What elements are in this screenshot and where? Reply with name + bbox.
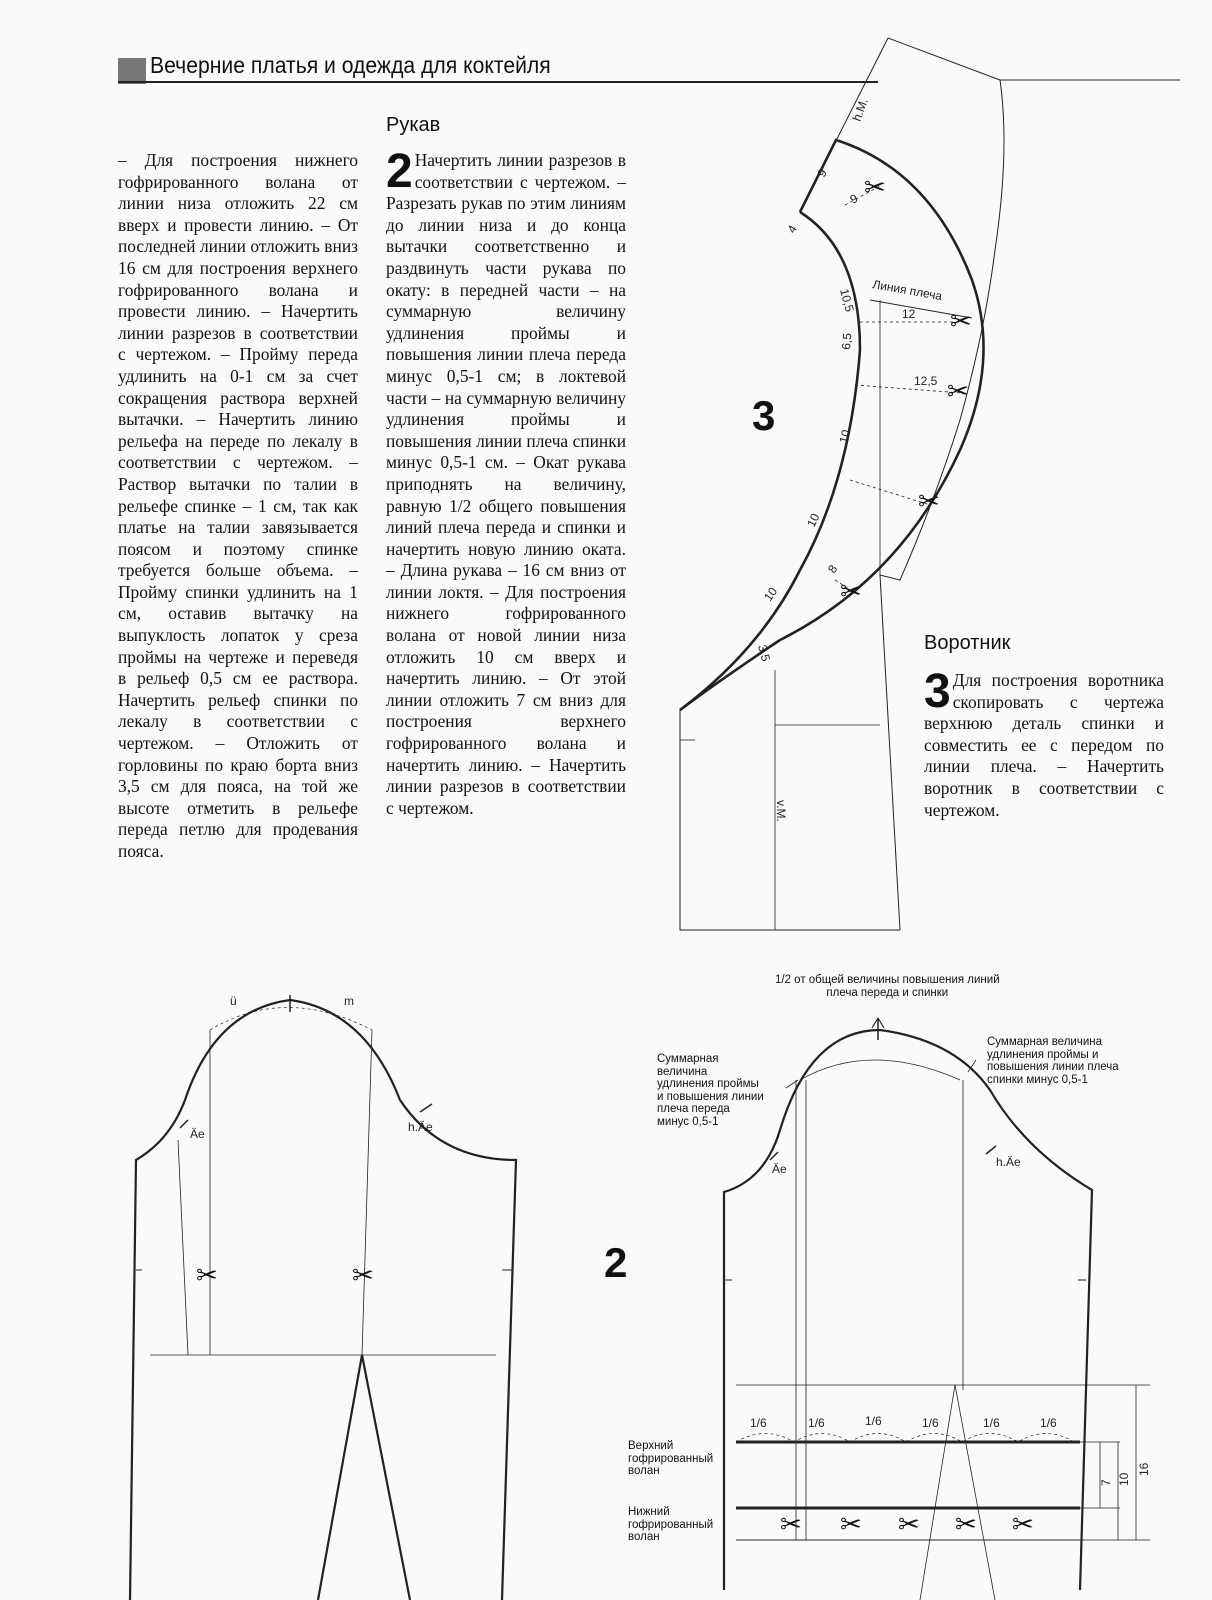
fig2-note-raise-head: 1/2 от общей величины повышения линий плеча переда и спинки	[775, 974, 1000, 999]
sleeve-section-title: Рукав	[386, 114, 441, 136]
scissors-icon: ✂	[947, 376, 969, 406]
scissors-icon: ✂	[898, 1509, 920, 1539]
figure-2-left-sleeve-drawing	[130, 995, 516, 1600]
scissors-icon: ✂	[1012, 1509, 1034, 1539]
fig3-label-9a: 9	[814, 166, 830, 180]
fig3-label-4: 4	[784, 222, 800, 236]
scissors-icon: ✂	[196, 1260, 218, 1290]
bodice-hem-lines	[680, 710, 900, 930]
fig3-label-10a: 10	[836, 428, 854, 445]
fig3-label-12: 12	[902, 307, 916, 321]
fig2-sixth-6: 1/6	[1040, 1416, 1057, 1430]
fig2-sixth-1: 1/6	[750, 1416, 767, 1430]
sleeve-outline-left	[130, 1000, 516, 1600]
sleeve-section-text: Начертить линии разрезов в соответствии с чертежом. – Разрезать рукав по этим линиям до линии низа и до конца вытачки соответственно и раздвинуть части рукава по окату: в передней части – на суммарную величину удлинения проймы и повышения линии плеча переда минус 0,5-1 см; в локтевой части – на суммарную величину удлинения проймы и повышения линии плеча спинки минус 0,5-1 см. – Окат рукава приподнять на величину, равную 1/2 общего повышения линий плеча переда и спинки и начертить новую линию оката. – Длина рукава – 16 см вниз от линии локтя. – Для построения нижнего гофрированного волана от новой линии низа отложить 10 см вверх и начертить линию. – От этой линии отложить 7 см вниз для построения верхнего гофрированного волана и начертить линию. – Начертить линии разрезов в соответствии с чертежом.	[386, 150, 626, 818]
sleeve-outline-right	[724, 1030, 1092, 1590]
scissors-icon: ✂	[840, 1509, 862, 1539]
fig2-dim-10: 10	[1117, 1472, 1131, 1486]
fig2-sixth-3: 1/6	[865, 1414, 882, 1428]
fig3-label-10c: 10	[760, 584, 781, 604]
fig3-label-vm: v.M.	[774, 800, 788, 822]
fig2-left-label-ae: Äe	[190, 1127, 205, 1141]
scissors-icon: ✂	[840, 576, 862, 606]
fig2-left-label-hae: h.Äe	[408, 1120, 433, 1134]
fig2-dim-16: 16	[1137, 1462, 1151, 1476]
fig3-label-10b: 10	[804, 511, 823, 530]
figure-3-labels	[755, 96, 944, 821]
scissors-icon: ✂	[950, 306, 972, 336]
figure-2-left-labels	[190, 994, 433, 1141]
fig2-sixth-4: 1/6	[922, 1416, 939, 1430]
fig2-left-label-m: m	[344, 994, 354, 1008]
left-column-text: – Для построения нижнего гофрированного волана от линии низа отложить 22 см вверх и провести линию. – От последней линии отложить вниз 16 см для построения верхнего гофрированного волана и провести линию. – Начертить линии разрезов в соответствии с чертежом. – Пройму переда удлинить на 0-1 см за счет сокращения раствора верхней вытачки. – Начертить линию рельефа на переде по лекалу в соответствии с чертежом. – Раствор вытачки по талии в рельефе спинке – 1 см, так как платье на талии завязывается поясом и поэтому спинке требуется больше объема. – Пройму спинки удлинить на 1 см, оставив вытачку на выпуклость лопаток у среза проймы на чертеже и переведя в рельеф 0,5 см ее раствора. Начертить рельеф спинки по лекалу в соответствии с чертежом. – Отложить от горловины по краю борта вниз 3,5 см для пояса, на той же высоте отметить в рельефе переда петлю для продевания пояса.	[118, 150, 358, 861]
figure-2-number: 2	[604, 1239, 628, 1286]
fig3-label-9b: 9	[847, 191, 861, 207]
fig2-note-back: Суммарная величина удлинения проймы и повышения линии плеча спинки минус 0,5-1	[987, 1036, 1119, 1086]
collar-section-title: Воротник	[924, 632, 1011, 654]
fig3-label-6-5: 6,5	[839, 332, 855, 351]
sleeve-dropcap: 2	[386, 145, 413, 198]
scissors-icon: ✂	[918, 486, 940, 516]
collar-dropcap: 3	[924, 665, 951, 718]
fig3-label-10-5: 10,5	[837, 287, 857, 314]
fig2-sixth-5: 1/6	[983, 1416, 1000, 1430]
collar-outer-edge	[680, 140, 984, 718]
fig2-upper-ruffle-label: Верхний гофрированный волан	[628, 1440, 714, 1477]
collar-inner-edge	[680, 212, 860, 710]
fig2-sixth-2: 1/6	[808, 1416, 825, 1430]
fig3-label-shoulder-line: Линия плеча	[871, 277, 944, 304]
collar-section-text: Для построения воротника скопировать с чертежа верхнюю деталь спинки и совместить ее с передом по линии плеча. – Начертить воротник в соответствии с чертежом.	[924, 670, 1164, 820]
scissors-icon: ✂	[955, 1509, 977, 1539]
fig2-dim-7: 7	[1099, 1479, 1113, 1486]
fig2-lower-ruffle-label: Нижний гофрированный волан	[628, 1506, 714, 1543]
fig3-label-3-5: 3,5	[755, 643, 773, 663]
fig2-left-label-u: ü	[230, 994, 237, 1008]
fig2-right-label-ae: Äe	[772, 1162, 787, 1176]
figure-3-number: 3	[752, 392, 776, 439]
scissors-icons	[196, 172, 1034, 1539]
fig3-label-8: 8	[824, 562, 841, 576]
figure-3-collar-drawing	[680, 38, 1180, 930]
fig3-label-12-5: 12,5	[914, 374, 938, 388]
scissors-icon: ✂	[864, 172, 886, 202]
fig2-note-front: Суммарная величина удлинения проймы и повышения линии плеча переда минус 0,5-1	[657, 1053, 764, 1128]
page-header-title: Вечерние платья и одежда для коктейля	[150, 52, 551, 78]
scissors-icon: ✂	[780, 1509, 802, 1539]
fig2-right-label-hae: h.Äe	[996, 1155, 1021, 1169]
fig3-label-hm: h.M.	[849, 96, 871, 124]
elbow-dart	[318, 1355, 410, 1600]
scissors-icon: ✂	[352, 1260, 374, 1290]
